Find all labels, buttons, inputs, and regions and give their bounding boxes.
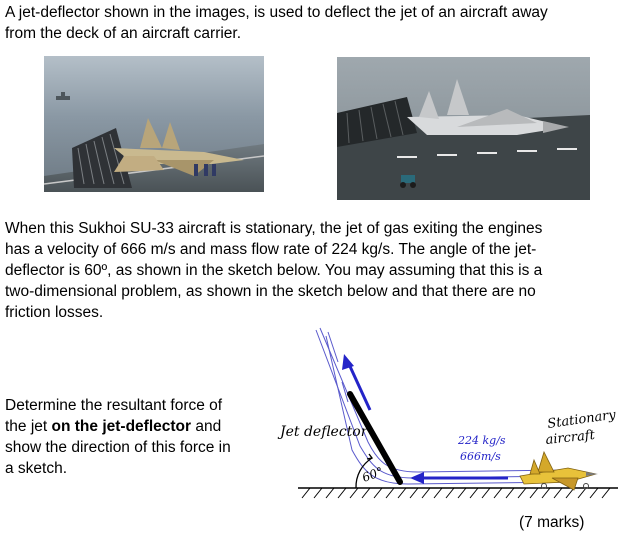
incoming-jet-arrowhead bbox=[410, 472, 424, 484]
question-line-2-pre: the jet bbox=[5, 418, 52, 435]
mass-flow-label: 224 kg/s bbox=[458, 434, 506, 447]
intro-paragraph bbox=[5, 2, 625, 44]
problem-line-5: friction losses. bbox=[5, 304, 104, 321]
problem-line-2: has a velocity of 666 m/s and mass flow rate of 224 kg/s. The angle of the jet- bbox=[5, 241, 537, 258]
problem-line-4: two-dimensional problem, as shown in the sketch below and that there are no bbox=[5, 283, 536, 300]
problem-line-3: deflector is 60º, as shown in the sketch below. You may assuming that this is a bbox=[5, 262, 543, 279]
aircraft-label-line-2: aircraft bbox=[544, 427, 596, 448]
question-line-4: a sketch. bbox=[5, 460, 68, 477]
velocity-label: 666m/s bbox=[460, 450, 501, 463]
marks-label: (7 marks) bbox=[519, 514, 585, 531]
deflector-sketch bbox=[268, 322, 628, 512]
deck-hatching bbox=[302, 488, 610, 498]
photo-deflector-deck bbox=[44, 56, 264, 192]
question-line-1: Determine the resultant force of bbox=[5, 397, 223, 414]
question-line-3: show the direction of this force in bbox=[5, 439, 231, 456]
photo-aircraft-deck bbox=[337, 57, 590, 200]
problem-paragraph bbox=[5, 218, 620, 323]
angle-arc-tick bbox=[367, 454, 372, 459]
deflector-label: Jet deflector bbox=[280, 424, 368, 440]
aircraft-sketch bbox=[520, 452, 598, 490]
problem-line-1: When this Sukhoi SU-33 aircraft is stationary, the jet of gas exiting the engines bbox=[5, 220, 543, 237]
question-paragraph bbox=[5, 395, 270, 479]
question-emphasis: on the jet-deflector bbox=[51, 418, 192, 435]
angle-label: 60° bbox=[360, 464, 386, 485]
photo-aircraft-deck-image bbox=[337, 57, 590, 200]
question-line-2 bbox=[5, 416, 270, 437]
photo-deflector-deck-image bbox=[44, 56, 264, 192]
aircraft-label-line-1: Stationary bbox=[546, 407, 617, 432]
intro-line-2: from the deck of an aircraft carrier. bbox=[5, 25, 242, 42]
intro-line-1: A jet-deflector shown in the images, is used to deflect the jet of an aircraft away bbox=[5, 4, 548, 21]
question-line-2-post: and bbox=[191, 418, 222, 435]
